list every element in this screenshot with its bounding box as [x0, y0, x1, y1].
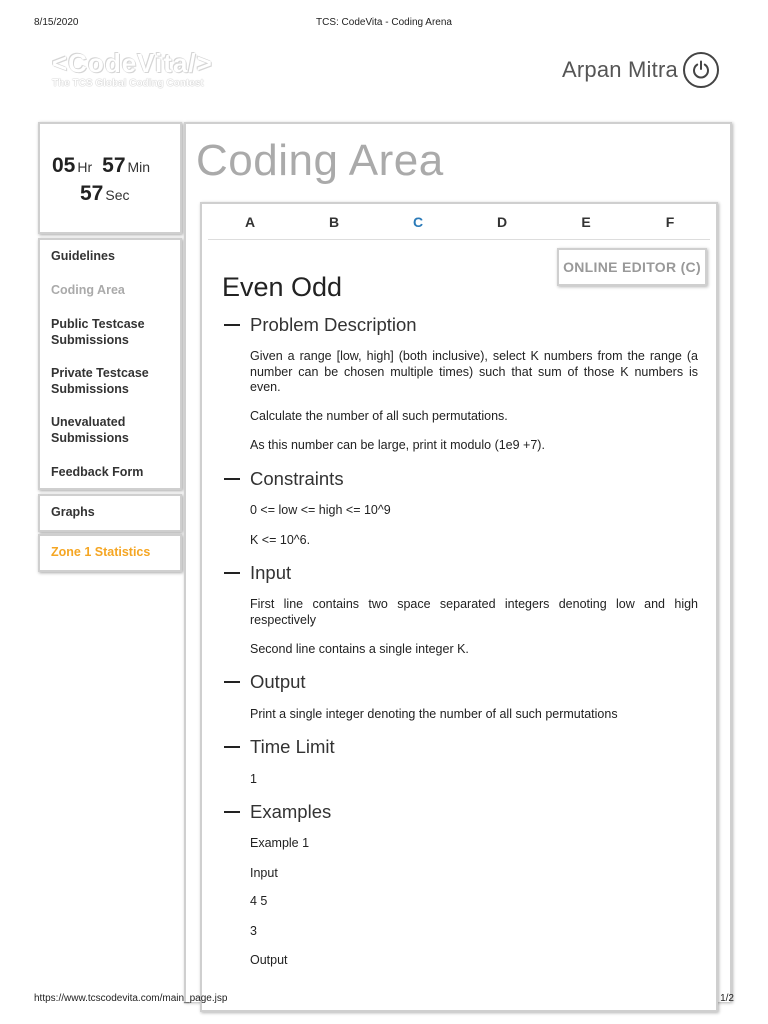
print-page-number: 1/2 — [720, 993, 734, 1004]
timer-hours: 05 — [52, 154, 76, 177]
print-date: 8/15/2020 — [34, 17, 79, 28]
zone-statistics-label: Zone 1 Statistics — [51, 545, 151, 559]
input-text: First line contains two space separated integers denoting low and high respectively — [250, 597, 698, 627]
main-panel — [184, 122, 732, 1002]
sidebar-item-unevaluated-submissions[interactable]: Unevaluated Submissions — [51, 415, 129, 445]
constraint-text: K <= 10^6. — [250, 533, 311, 547]
collapse-icon — [224, 324, 240, 326]
section-heading: Input — [250, 562, 292, 583]
print-header — [34, 17, 734, 31]
problem-title: Even Odd — [222, 272, 343, 302]
print-title: TCS: CodeVita - Coding Arena — [315, 17, 452, 28]
sidebar-item-guidelines[interactable]: Guidelines — [51, 249, 115, 263]
description-text: Given a range [low, high] (both inclusive), select K numbers from the range (a number can be chosen multiple times) such that sum of those K numbers is even. — [250, 349, 698, 394]
problem-card — [200, 202, 718, 1012]
tab-c[interactable]: C — [412, 214, 424, 230]
problem-tabs — [208, 204, 710, 240]
sidebar-nav — [38, 238, 182, 490]
logout-button[interactable] — [683, 52, 719, 88]
description-text: As this number can be large, print it modulo (1e9 +7). — [250, 438, 545, 452]
sidebar-item-coding-area[interactable]: Coding Area — [51, 283, 125, 297]
tab-d[interactable]: D — [496, 214, 508, 230]
collapse-icon — [224, 681, 240, 683]
timer-minutes-unit: Min — [127, 159, 151, 175]
constraint-text: 0 <= low <= high <= 10^9 — [250, 503, 391, 517]
graphs-button[interactable] — [38, 494, 182, 532]
collapse-icon — [224, 572, 240, 574]
section-heading: Examples — [250, 801, 332, 822]
timer-minutes: 57 — [102, 154, 126, 177]
section-heading: Output — [250, 671, 306, 692]
collapse-icon — [224, 478, 240, 480]
tab-b[interactable]: B — [328, 214, 340, 230]
tab-f[interactable]: F — [665, 214, 675, 230]
logo-wordmark: <CodeVita/> — [52, 48, 213, 78]
online-editor-button[interactable] — [557, 248, 707, 286]
graphs-label: Graphs — [51, 505, 95, 519]
output-text: Print a single integer denoting the number of all such permutations — [250, 707, 618, 721]
print-url: https://www.tcscodevita.com/main_page.jsp — [34, 993, 228, 1004]
power-icon — [691, 60, 711, 80]
example-text: Example 1 — [250, 836, 310, 850]
sidebar-item-public-testcase-submissions[interactable]: Public Testcase Submissions — [51, 317, 145, 347]
collapse-icon — [224, 811, 240, 813]
description-text: Calculate the number of all such permutations. — [250, 409, 508, 423]
sidebar-item-feedback-form[interactable]: Feedback Form — [51, 465, 144, 479]
timer-seconds: 57 — [80, 182, 104, 205]
user-name: Arpan Mitra — [562, 57, 678, 82]
example-text: Input — [250, 866, 278, 880]
section-heading: Problem Description — [250, 314, 417, 335]
section-heading: Time Limit — [250, 736, 335, 757]
input-text: Second line contains a single integer K. — [250, 642, 469, 656]
timer-hours-unit: Hr — [77, 159, 93, 175]
example-text: 3 — [250, 924, 257, 938]
example-text: 4 5 — [250, 894, 268, 908]
codevita-logo[interactable] — [52, 48, 212, 92]
countdown-timer — [38, 122, 182, 234]
section-heading: Constraints — [250, 468, 344, 489]
example-text: Output — [250, 953, 288, 967]
online-editor-label: ONLINE EDITOR (C) — [563, 259, 701, 275]
timer-seconds-unit: Sec — [105, 187, 130, 203]
print-footer — [34, 993, 734, 1007]
collapse-icon — [224, 746, 240, 748]
sidebar-item-private-testcase-submissions[interactable]: Private Testcase Submissions — [51, 366, 149, 396]
tab-e[interactable]: E — [581, 214, 591, 230]
logo-tagline: The TCS Global Coding Contest — [52, 78, 204, 89]
time-limit-text: 1 — [250, 772, 257, 786]
zone-statistics-button[interactable] — [38, 534, 182, 572]
page-title: Coding Area — [196, 136, 444, 185]
tab-a[interactable]: A — [244, 214, 256, 230]
